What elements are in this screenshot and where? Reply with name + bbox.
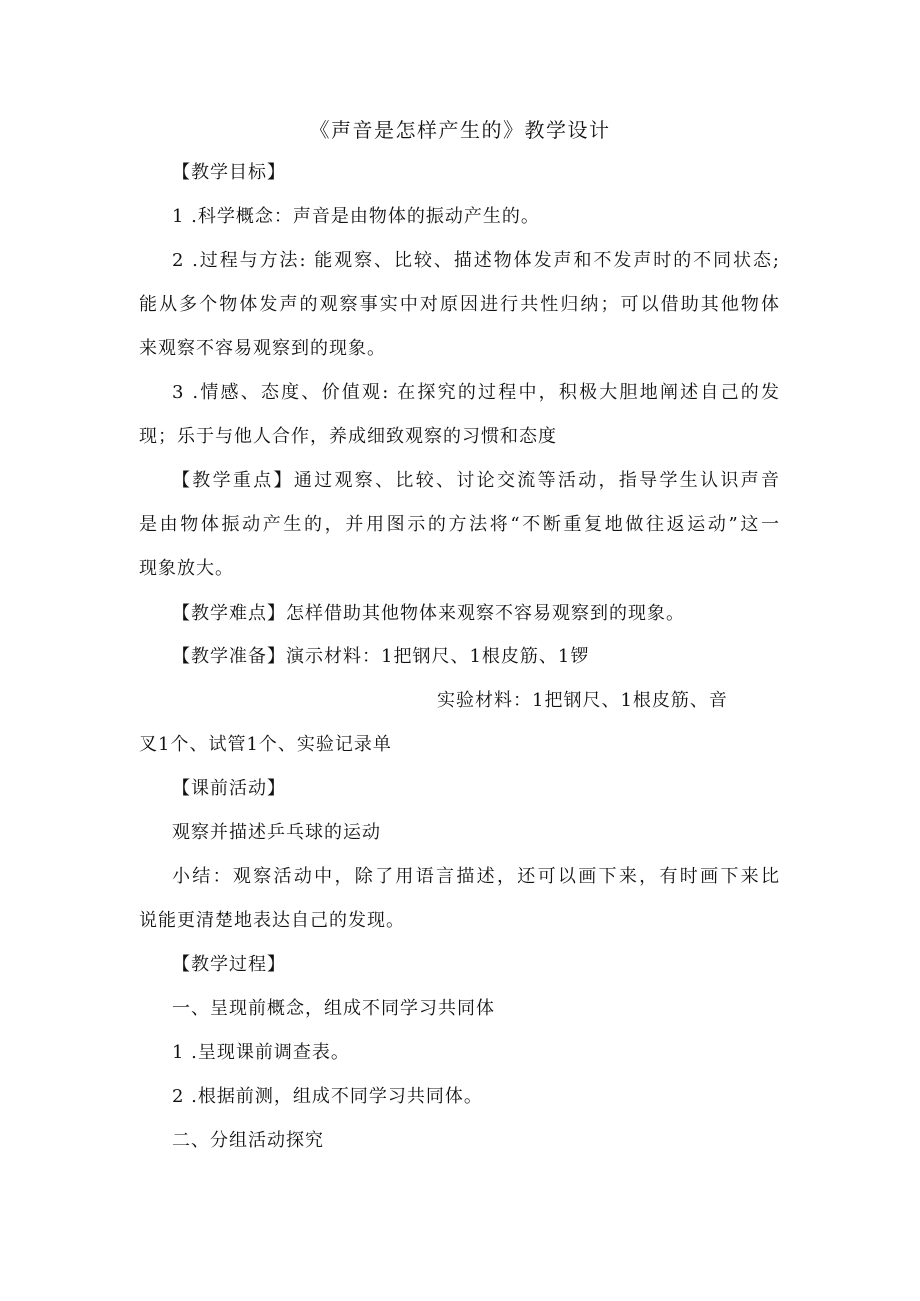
summary-line-1: 小结：观察活动中，除了用语言描述，还可以画下来，有时画下来比: [172, 866, 780, 887]
preparation-line-3: 叉1个、试管1个、实验记录单: [139, 734, 392, 755]
key-point-line-1: 【教学重点】通过观察、比较、讨论交流等活动，指导学生认识声音: [172, 470, 780, 491]
teaching-difficulty: 【教学难点】怎样借助其他物体来观察不容易观察到的现象。: [172, 603, 685, 624]
objective-2-line-1: 2 .过程与方法: 能观察、比较、描述物体发声和不发声时的不同状态;: [172, 250, 780, 271]
objective-2-line-3: 来观察不容易观察到的现象。: [139, 338, 386, 359]
process-heading: 【教学过程】: [172, 954, 286, 975]
objective-1: 1 .科学概念：声音是由物体的振动产生的。: [172, 206, 540, 227]
objectives-heading: 【教学目标】: [172, 162, 286, 183]
step-1: 一、呈现前概念，组成不同学习共同体: [172, 998, 495, 1019]
objective-3-line-1: 3 .情感、态度、价值观: 在探究的过程中，积极大胆地阐述自己的发: [172, 382, 780, 403]
step-2: 二、分组活动探究: [172, 1130, 324, 1151]
objective-3-line-2: 现；乐于与他人合作，养成细致观察的习惯和态度: [139, 426, 557, 447]
pre-class-activity: 观察并描述乒乓球的运动: [172, 822, 381, 843]
preparation-line-1: 【教学准备】演示材料：1把钢尺、1根皮筋、1锣: [172, 646, 590, 667]
key-point-line-3: 现象放大。: [139, 558, 234, 579]
objective-2-line-2: 能从多个物体发声的观察事实中对原因进行共性归纳；可以借助其他物体: [139, 294, 780, 315]
document-title: 《声音是怎样产生的》教学设计: [309, 118, 611, 142]
summary-line-2: 说能更清楚地表达自己的发现。: [139, 910, 405, 931]
step-1-2: 2 .根据前测，组成不同学习共同体。: [172, 1086, 483, 1107]
key-point-line-2: 是由物体振动产生的，并用图示的方法将“不断重复地做往返运动”这一: [139, 514, 780, 535]
preparation-line-2: 实验材料：1把钢尺、1根皮筋、音: [437, 690, 728, 711]
pre-class-heading: 【课前活动】: [172, 778, 286, 799]
step-1-1: 1 .呈现课前调查表。: [172, 1042, 350, 1063]
